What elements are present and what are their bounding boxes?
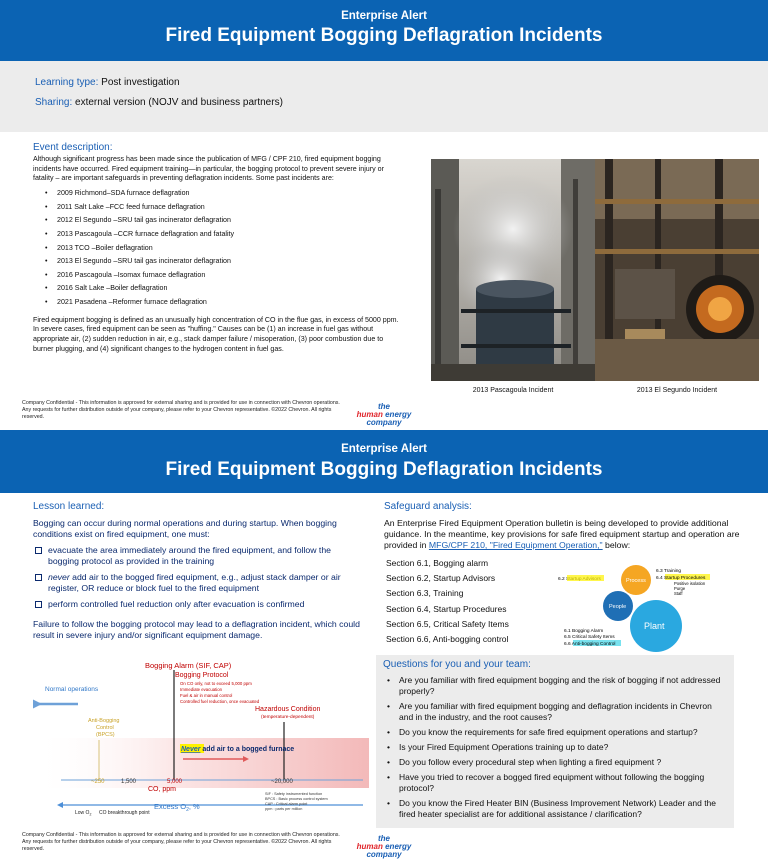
bogging-protocol-label: Bogging Protocol xyxy=(175,672,229,679)
hazardous-condition-label: Hazardous Condition xyxy=(255,706,321,713)
page2-banner xyxy=(0,430,768,493)
lesson-learned xyxy=(33,501,363,641)
logo-line1: the xyxy=(378,834,390,843)
checkbox-icon xyxy=(35,601,42,608)
tick-label: 1,500 xyxy=(121,779,137,785)
checkbox-icon xyxy=(35,574,42,581)
list-item: • 2016 Pascagoula –Isomax furnace deflagration xyxy=(45,271,400,285)
logo-human: human xyxy=(356,842,383,851)
list-item xyxy=(33,545,363,567)
graphic-label: 6.2 xyxy=(558,577,565,582)
list-item xyxy=(33,599,363,610)
logo-line3: company xyxy=(366,850,402,859)
legend-line: CAP : Critical alarm point xyxy=(265,802,308,806)
banner-subtitle: Enterprise Alert xyxy=(341,443,427,455)
page1-banner xyxy=(0,0,768,61)
lesson-warning: Failure to follow the bogging protocol may lead to a deflagration incident, which could result in severe injury and/or significant equipment damage. xyxy=(33,619,360,640)
logo-energy: energy xyxy=(385,842,412,851)
never-word: Never xyxy=(181,746,201,753)
graphic-label-highlight: Anti-bogging Control xyxy=(571,642,616,647)
section-list xyxy=(386,558,509,649)
chevron-logo xyxy=(344,835,424,859)
logo-energy: energy xyxy=(385,410,412,419)
safeguard-text-end: below: xyxy=(602,540,631,550)
excess-o2-sub: 2 xyxy=(186,807,189,813)
sharing-value: external version (NOJV and business partners) xyxy=(75,97,283,108)
list-item: • Is your Fired Equipment Operations training up to date? xyxy=(387,742,727,753)
low-o2-sub: 2 xyxy=(89,812,92,817)
list-item: • Are you familiar with fired equipment bogging and deflagration incidents in Chevron and in the industry, and the root causes? xyxy=(387,701,727,723)
svg-text:Never add air to a bogged furn xyxy=(181,746,294,753)
lesson-item-text: add air to the bogged fired equipment, e.g., adjust stack damper or air register, OR reduce or block fuel to the fired equipment xyxy=(48,572,341,593)
people-label: People xyxy=(609,604,627,610)
learning-type-row xyxy=(35,77,180,88)
list-item: Section 6.1, Bogging alarm xyxy=(386,558,489,568)
lesson-heading: Lesson learned: xyxy=(33,501,105,512)
plant-label: Plant xyxy=(644,621,665,631)
safeguard-text: An Enterprise Fired Equipment Operation bulletin is being developed to provide additional guidance. In the meantime, key provisions for safe fired equipment startup and operation are provided in xyxy=(384,518,740,550)
lesson-item-text: evacuate the area immediately around the fired equipment, and follow the bogging protocol as provided in the training xyxy=(48,545,332,566)
logo-line1: the xyxy=(378,402,390,411)
sharing-row xyxy=(35,97,283,108)
logo-line3: company xyxy=(366,418,402,427)
list-item: • Do you know the requirements for safe fired equipment operations and startup? xyxy=(387,727,727,738)
incident-list xyxy=(45,189,400,311)
event-intro: Although significant progress has been made since the publication of MFG / CPF 210, fired equipment bogging incidents have occurred. Fired equipment training—in particular, the bogging protocol to prevent severe injury or fatality – are important safeguards in preventing deflagration incidents. Some past incidents are: xyxy=(33,154,384,183)
normal-operations-label: Normal operations xyxy=(45,686,99,693)
list-item: • 2013 El Segundo –SRU tail gas incinerator deflagration xyxy=(45,257,400,271)
list-item: • 2013 TCO –Boiler deflagration xyxy=(45,244,400,258)
process-people-plant-graphic xyxy=(556,560,752,652)
svg-text:Low O2 xyxy=(75,810,91,817)
graphic-label: 6.4 xyxy=(656,576,663,581)
hazardous-condition-sub: (temperature-dependent) xyxy=(261,715,315,720)
lesson-item-text: perform controlled fuel reduction only after evacuation is confirmed xyxy=(48,599,305,609)
mfg-cpf-210-link[interactable]: MFG/CPF 210, "Fired Equipment Operation," xyxy=(428,540,603,550)
graphic-label: 6.3 Training xyxy=(656,569,682,574)
safeguard-analysis xyxy=(384,501,740,551)
safeguard-heading: Safeguard analysis: xyxy=(384,501,472,512)
process-label: Process xyxy=(626,578,646,584)
never-rest: add air to a bogged furnace xyxy=(200,746,295,753)
co-breakthrough-label: CO breakthrough point xyxy=(99,810,150,816)
questions-heading: Questions for you and your team: xyxy=(383,659,531,670)
list-item: • 2012 El Segundo –SRU tail gas incinerator deflagration xyxy=(45,216,400,230)
el-segundo-caption: 2013 El Segundo Incident xyxy=(636,387,718,394)
graphic-bullet: Purge xyxy=(674,586,686,591)
excess-o2-label: Excess O xyxy=(154,802,187,811)
event-description xyxy=(33,143,400,355)
banner-title: Fired Equipment Bogging Deflagration Incidents xyxy=(165,25,603,46)
graphic-label: 6.1 Bogging Alarm xyxy=(564,629,604,634)
checkbox-icon xyxy=(35,547,42,554)
bogging-diagram xyxy=(33,658,369,818)
learning-type-label: Learning type: xyxy=(35,77,99,88)
chevron-logo xyxy=(344,403,424,427)
learning-type-value: Post investigation xyxy=(101,77,180,88)
event-heading: Event description: xyxy=(33,142,113,153)
list-item: Section 6.3, Training xyxy=(386,588,464,599)
page2-footer: Company Confidential - This information is approved for external sharing and is provided for use in connection with Chevron operations. Any requests for further distribution outside of your company, please refer to your Chevron representative. ©2022 Chevron. All rights reserved. xyxy=(22,832,340,852)
protocol-step: Immediate evacuation xyxy=(180,687,223,692)
anti-bogging-label: (BPCS) xyxy=(96,732,115,738)
legend-line: ppm : parts per million xyxy=(265,807,303,811)
graphic-label: 6.6 xyxy=(564,642,571,647)
tick-label: ~250 xyxy=(91,779,105,785)
low-o2-label: Low O xyxy=(75,810,90,816)
graphic-bullet: Positive isolation xyxy=(674,581,706,586)
banner-subtitle: Enterprise Alert xyxy=(341,10,427,22)
lesson-item-emphasis: never xyxy=(48,572,70,582)
list-item: Section 6.4, Startup Procedures xyxy=(386,603,507,614)
meta-band xyxy=(0,61,768,132)
list-item: Section 6.2, Startup Advisors xyxy=(386,573,496,584)
svg-text:6.6 Anti-bogging Control xyxy=(564,641,615,647)
list-item: • 2009 Richmond–SDA furnace deflagration xyxy=(45,189,400,203)
sharing-label: Sharing: xyxy=(35,97,73,108)
lesson-lead: Bogging can occur during normal operations and during startup. When bogging conditions exist on fired equipment, one must: xyxy=(33,518,337,539)
protocol-step: Controlled fuel reduction, once evacuated xyxy=(180,699,260,704)
tick-label: ~20,000 xyxy=(271,779,293,785)
legend-line: SIF : Safety instrumented function xyxy=(265,792,323,796)
graphic-label-highlight: Startup Procedures xyxy=(664,576,706,581)
list-item: • 2021 Pasadena –Reformer furnace deflagration xyxy=(45,298,400,312)
list-item: • Do you follow every procedural step when lighting a fired equipment ? xyxy=(387,757,727,768)
list-item: Section 6.6, Anti-bogging control xyxy=(386,633,509,644)
graphic-label: 6.5 Critical Safety Items xyxy=(564,635,615,640)
list-item xyxy=(33,572,363,594)
questions-list xyxy=(387,675,727,820)
tick-label: 5,000 xyxy=(167,779,183,785)
excess-o2-suffix: , % xyxy=(188,802,200,811)
list-item: • 2013 Pascagoula –CCR furnace deflagration and fatality xyxy=(45,230,400,244)
pascagoula-photo xyxy=(431,159,595,381)
list-item: • 2011 Salt Lake –FCC feed furnace deflagration xyxy=(45,203,400,217)
list-item: Section 6.5, Critical Safety Items xyxy=(386,618,509,629)
protocol-step: Fuel & air in manual control xyxy=(180,693,233,698)
anti-bogging-label: Control xyxy=(96,725,114,731)
list-item: • 2016 Salt Lake –Boiler deflagration xyxy=(45,284,400,298)
banner-title: Fired Equipment Bogging Deflagration Incidents xyxy=(165,459,603,480)
safeguard-body xyxy=(384,518,740,551)
page1-footer: Company Confidential - This information is approved for external sharing and is provided for use in connection with Chevron operations. Any requests for further distribution outside of your company, please refer to your Chevron representative. ©2022 Chevron. All rights reserved. xyxy=(22,400,340,420)
list-item: • Have you tried to recover a bogged fired equipment without following the bogging protocol? xyxy=(387,772,727,794)
anti-bogging-label: Anti-Bogging xyxy=(88,718,120,724)
co-axis-label: CO, ppm xyxy=(148,786,177,793)
list-item: • Are you familiar with fired equipment bogging and the risk of bogging if not addressed properly? xyxy=(387,675,727,697)
logo-human: human xyxy=(356,410,383,419)
list-item: • Do you know the Fired Heater BIN (Business Improvement Network) Leader and the fired heater specialist are for additional assistance / clarification? xyxy=(387,798,727,820)
graphic-bullet: Staff xyxy=(674,591,683,596)
pascagoula-caption: 2013 Pascagoula Incident xyxy=(472,387,554,394)
legend-line: BPCS : Basic process control system xyxy=(265,797,328,801)
el-segundo-photo xyxy=(595,159,759,381)
bogging-alarm-label: Bogging Alarm (SIF, CAP) xyxy=(145,661,232,670)
questions-box xyxy=(376,655,734,828)
bogging-definition: Fired equipment bogging is defined as an unusually high concentration of CO in the flue gas, in excess of 5000 ppm. In severe cases, fired equipment can be seen as "huffing." Causes can be (1) an increase in fuel gas without appropriate air, (2) sudden reduction in air, e.g., stack damper failure / misoperation, (3) poor combustion due to burner plugging, and (4) significant changes to the hydrogen content in fuel gas. xyxy=(33,315,399,353)
protocol-step: On CO only, not to exceed 5,000 ppm xyxy=(180,681,252,686)
